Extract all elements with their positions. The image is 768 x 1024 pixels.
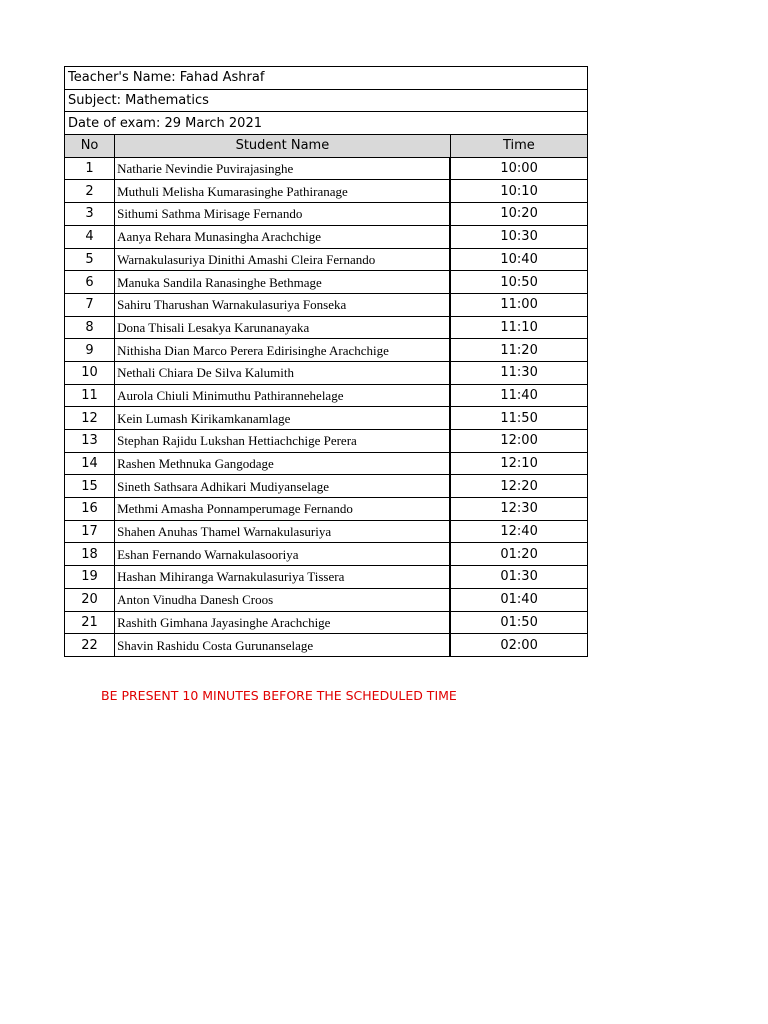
exam-schedule-body <box>65 67 588 657</box>
scheduled-time: 11:00 <box>450 293 587 316</box>
row-number: 22 <box>65 634 115 657</box>
student-name: Natharie Nevindie Puvirajasinghe <box>115 157 451 180</box>
scheduled-time: 12:00 <box>450 430 587 453</box>
row-number: 19 <box>65 566 115 589</box>
row-number: 4 <box>65 225 115 248</box>
scheduled-time: 01:40 <box>450 588 587 611</box>
table-row <box>65 339 588 362</box>
scheduled-time: 01:30 <box>450 566 587 589</box>
column-header-student-name: Student Name <box>115 135 451 158</box>
table-row <box>65 248 588 271</box>
row-number: 6 <box>65 271 115 294</box>
scheduled-time: 02:00 <box>450 634 587 657</box>
table-row <box>65 384 588 407</box>
scheduled-time: 01:20 <box>450 543 587 566</box>
table-row <box>65 271 588 294</box>
row-number: 9 <box>65 339 115 362</box>
column-header-row <box>65 135 588 158</box>
scheduled-time: 01:50 <box>450 611 587 634</box>
row-number: 16 <box>65 498 115 521</box>
student-name: Muthuli Melisha Kumarasinghe Pathiranage <box>115 180 451 203</box>
table-row <box>65 430 588 453</box>
table-row <box>65 361 588 384</box>
table-row <box>65 157 588 180</box>
student-name: Sineth Sathsara Adhikari Mudiyanselage <box>115 475 451 498</box>
row-number: 7 <box>65 293 115 316</box>
table-row <box>65 588 588 611</box>
table-row <box>65 611 588 634</box>
table-row <box>65 475 588 498</box>
teacher-name: Teacher's Name: Fahad Ashraf <box>65 67 588 90</box>
row-number: 5 <box>65 248 115 271</box>
table-row <box>65 543 588 566</box>
scheduled-time: 11:30 <box>450 361 587 384</box>
row-number: 1 <box>65 157 115 180</box>
row-number: 13 <box>65 430 115 453</box>
row-number: 20 <box>65 588 115 611</box>
subject: Subject: Mathematics <box>65 89 588 112</box>
table-row <box>65 634 588 657</box>
scheduled-time: 11:50 <box>450 407 587 430</box>
student-name: Methmi Amasha Ponnamperumage Fernando <box>115 498 451 521</box>
student-name: Anton Vinudha Danesh Croos <box>115 588 451 611</box>
row-number: 8 <box>65 316 115 339</box>
scheduled-time: 12:10 <box>450 452 587 475</box>
row-number: 17 <box>65 520 115 543</box>
column-header-time: Time <box>450 135 587 158</box>
table-row <box>65 566 588 589</box>
exam-schedule-table <box>64 66 588 657</box>
scheduled-time: 11:20 <box>450 339 587 362</box>
row-number: 10 <box>65 361 115 384</box>
row-number: 2 <box>65 180 115 203</box>
table-row <box>65 407 588 430</box>
scheduled-time: 10:40 <box>450 248 587 271</box>
row-number: 14 <box>65 452 115 475</box>
student-name: Shahen Anuhas Thamel Warnakulasuriya <box>115 520 451 543</box>
student-name: Sahiru Tharushan Warnakulasuriya Fonseka <box>115 293 451 316</box>
student-name: Nithisha Dian Marco Perera Edirisinghe Arachchige <box>115 339 451 362</box>
table-row <box>65 180 588 203</box>
student-name: Stephan Rajidu Lukshan Hettiachchige Perera <box>115 430 451 453</box>
student-name: Aanya Rehara Munasingha Arachchige <box>115 225 451 248</box>
scheduled-time: 10:50 <box>450 271 587 294</box>
scheduled-time: 10:00 <box>450 157 587 180</box>
scheduled-time: 11:10 <box>450 316 587 339</box>
student-name: Hashan Mihiranga Warnakulasuriya Tissera <box>115 566 451 589</box>
student-name: Nethali Chiara De Silva Kalumith <box>115 361 451 384</box>
student-name: Dona Thisali Lesakya Karunanayaka <box>115 316 451 339</box>
table-row <box>65 203 588 226</box>
scheduled-time: 10:10 <box>450 180 587 203</box>
row-number: 3 <box>65 203 115 226</box>
scheduled-time: 10:20 <box>450 203 587 226</box>
table-row <box>65 498 588 521</box>
row-number: 18 <box>65 543 115 566</box>
scheduled-time: 10:30 <box>450 225 587 248</box>
student-name: Shavin Rashidu Costa Gurunanselage <box>115 634 451 657</box>
student-name: Warnakulasuriya Dinithi Amashi Cleira Fernando <box>115 248 451 271</box>
student-name: Eshan Fernando Warnakulasooriya <box>115 543 451 566</box>
student-name: Rashith Gimhana Jayasinghe Arachchige <box>115 611 451 634</box>
table-row <box>65 520 588 543</box>
table-row <box>65 293 588 316</box>
table-row <box>65 452 588 475</box>
subject-row <box>65 89 588 112</box>
scheduled-time: 11:40 <box>450 384 587 407</box>
column-header-no: No <box>65 135 115 158</box>
student-name: Manuka Sandila Ranasinghe Bethmage <box>115 271 451 294</box>
student-name: Aurola Chiuli Minimuthu Pathirannehelage <box>115 384 451 407</box>
scheduled-time: 12:30 <box>450 498 587 521</box>
teacher-row <box>65 67 588 90</box>
scheduled-time: 12:20 <box>450 475 587 498</box>
exam-date-row <box>65 112 588 135</box>
notice-text: BE PRESENT 10 MINUTES BEFORE THE SCHEDULED TIME <box>101 688 457 703</box>
table-row <box>65 225 588 248</box>
student-name: Kein Lumash Kirikamkanamlage <box>115 407 451 430</box>
row-number: 11 <box>65 384 115 407</box>
row-number: 12 <box>65 407 115 430</box>
row-number: 15 <box>65 475 115 498</box>
student-name: Sithumi Sathma Mirisage Fernando <box>115 203 451 226</box>
exam-date: Date of exam: 29 March 2021 <box>65 112 588 135</box>
student-name: Rashen Methnuka Gangodage <box>115 452 451 475</box>
row-number: 21 <box>65 611 115 634</box>
scheduled-time: 12:40 <box>450 520 587 543</box>
table-row <box>65 316 588 339</box>
